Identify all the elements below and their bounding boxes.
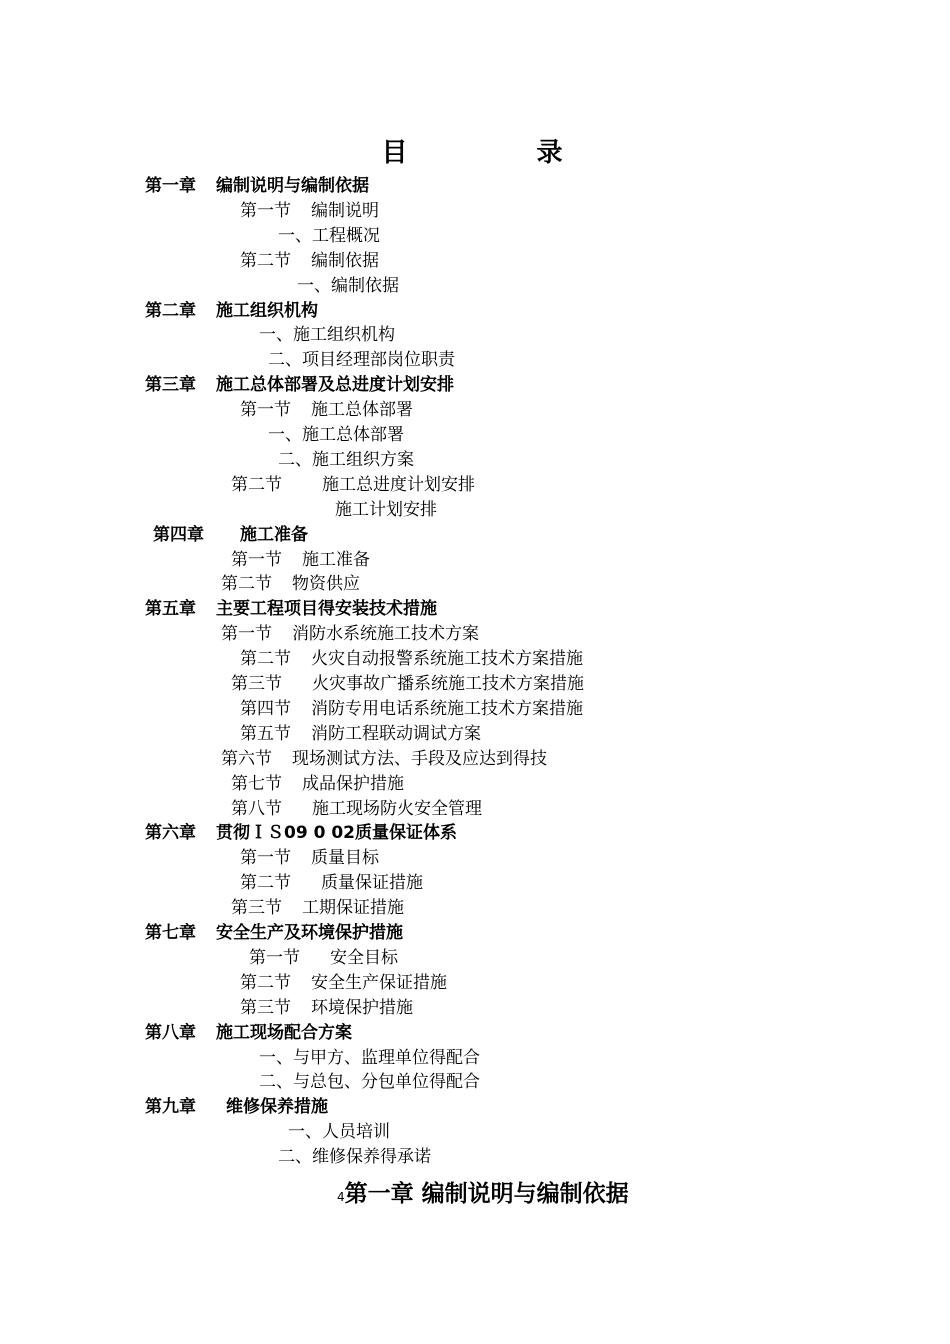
toc-section-entry — [240, 847, 379, 869]
toc-entry-text: 一、施工组织机构 — [259, 325, 395, 346]
toc-entry-text: 一、人员培训 — [288, 1122, 390, 1143]
toc-entry-text: 二、维修保养得承诺 — [278, 1147, 431, 1168]
toc-entry-text: 物资供应 — [292, 574, 360, 595]
toc-item-entry — [268, 424, 404, 446]
toc-entry-text: 维修保养措施 — [226, 1097, 328, 1118]
toc-entry-text: 二、与总包、分包单位得配合 — [259, 1072, 480, 1093]
toc-entry-number: 第八章 — [145, 1022, 196, 1043]
toc-entry-number: 第一节 — [221, 624, 272, 645]
toc-item-entry — [268, 349, 455, 371]
toc-item-entry — [297, 275, 399, 297]
toc-chapter-entry — [145, 1096, 328, 1118]
toc-section-entry — [231, 897, 404, 919]
toc-entry-text: 施工总体部署及总进度计划安排 — [216, 375, 454, 396]
toc-item-entry — [288, 1121, 390, 1143]
toc-entry-text: 安全生产保证措施 — [311, 972, 447, 993]
toc-entry-text: 火灾自动报警系统施工技术方案措施 — [311, 649, 583, 670]
toc-entry-number: 第一节 — [240, 848, 291, 869]
toc-item-entry — [259, 1047, 480, 1069]
toc-entry-text: 施工计划安排 — [335, 499, 437, 520]
chapter-heading-text: 编制说明与编制依据 — [421, 1181, 629, 1207]
toc-chapter-entry — [145, 1022, 352, 1044]
toc-entry-text: 二、项目经理部岗位职责 — [268, 350, 455, 371]
toc-entry-text: 工期保证措施 — [302, 898, 404, 919]
toc-entry-text: 安全目标 — [330, 947, 398, 968]
heading-marker: 4 — [337, 1190, 345, 1204]
toc-entry-text: 施工现场防火安全管理 — [312, 798, 482, 819]
toc-section-entry — [231, 474, 475, 496]
toc-entry-text: 成品保护措施 — [302, 773, 404, 794]
toc-section-entry — [221, 623, 479, 645]
toc-entry-number: 第八节 — [231, 798, 282, 819]
toc-entry-number: 第一节 — [240, 400, 291, 421]
toc-entry-text: 施工总进度计划安排 — [322, 474, 475, 495]
toc-entry-number: 第二节 — [240, 649, 291, 670]
toc-item-entry — [259, 1071, 480, 1093]
toc-entry-text: 编制依据 — [311, 250, 379, 271]
toc-section-entry — [221, 748, 547, 770]
toc-item-entry — [278, 1146, 431, 1168]
toc-section-entry — [240, 723, 481, 745]
toc-entry-text: 质量保证措施 — [321, 873, 423, 894]
toc-entry-text: 一、编制依据 — [297, 275, 399, 296]
toc-item-entry — [259, 324, 395, 346]
toc-entry-number: 第三章 — [145, 375, 196, 396]
toc-chapter-entry — [145, 175, 369, 197]
toc-chapter-entry — [145, 822, 457, 844]
toc-entry-number: 第四章 — [153, 524, 204, 545]
toc-entry-number: 第二节 — [240, 250, 291, 271]
toc-section-entry — [240, 872, 423, 894]
toc-entry-text: 环境保护措施 — [311, 997, 413, 1018]
toc-entry-number: 第九章 — [145, 1097, 196, 1118]
toc-entry-text: 二、施工组织方案 — [278, 449, 414, 470]
toc-section-entry — [231, 798, 482, 820]
toc-entry-number: 第四节 — [240, 698, 291, 719]
toc-entry-text: 编制说明 — [311, 200, 379, 221]
toc-entry-number: 第六节 — [221, 748, 272, 769]
toc-entry-number: 第五节 — [240, 723, 291, 744]
toc-section-entry — [240, 250, 379, 272]
toc-entry-text: 施工准备 — [240, 524, 308, 545]
toc-entry-text: 安全生产及环境保护措施 — [216, 923, 403, 943]
toc-entry-text: 一、工程概况 — [278, 225, 380, 246]
toc-entry-number: 第一节 — [240, 200, 291, 221]
toc-section-entry — [240, 399, 413, 421]
toc-entry-text: 施工总体部署 — [311, 400, 413, 421]
toc-title: 目 录 — [381, 138, 623, 168]
toc-section-entry — [240, 698, 583, 720]
toc-entry-text: 施工准备 — [302, 549, 370, 570]
toc-entry-text: 施工现场配合方案 — [216, 1022, 352, 1043]
toc-entry-number: 第五章 — [145, 599, 196, 620]
toc-entry-number: 第一章 — [145, 176, 196, 196]
toc-entry-number: 第三节 — [231, 674, 282, 694]
toc-section-entry — [249, 947, 398, 969]
toc-section-entry — [231, 773, 404, 795]
toc-entry-number: 第二节 — [240, 873, 291, 894]
toc-entry-text: 消防水系统施工技术方案 — [292, 624, 479, 645]
toc-item-entry — [278, 449, 414, 471]
toc-entry-text: 质量目标 — [311, 848, 379, 869]
toc-section-entry — [240, 997, 413, 1019]
toc-entry-text: 主要工程项目得安装技术措施 — [216, 599, 437, 620]
toc-entry-number: 第二节 — [221, 574, 272, 595]
toc-chapter-entry — [145, 374, 454, 396]
toc-chapter-entry — [145, 300, 318, 322]
toc-entry-number: 第三节 — [240, 997, 291, 1018]
toc-chapter-entry — [145, 598, 437, 620]
toc-section-entry — [240, 200, 379, 222]
chapter-heading — [337, 1178, 629, 1213]
toc-entry-number: 第三节 — [231, 898, 282, 919]
toc-entry-text: 施工组织机构 — [216, 300, 318, 321]
toc-section-entry — [231, 673, 584, 695]
toc-entry-number: 第一节 — [249, 947, 300, 968]
toc-section-entry — [240, 648, 583, 670]
toc-entry-text: 消防专用电话系统施工技术方案措施 — [311, 698, 583, 719]
toc-entry-number: 第七节 — [231, 773, 282, 794]
toc-entry-text: 一、施工总体部署 — [268, 425, 404, 445]
toc-entry-text: 消防工程联动调试方案 — [311, 723, 481, 744]
toc-item-entry — [335, 499, 437, 521]
toc-entry-number: 第二章 — [145, 300, 196, 321]
toc-entry-number: 第二节 — [240, 972, 291, 993]
toc-entry-number: 第二节 — [231, 474, 282, 495]
toc-entry-number: 第一节 — [231, 549, 282, 570]
chapter-heading-number: 第一章 — [344, 1181, 414, 1207]
toc-entry-number: 第七章 — [145, 923, 196, 943]
toc-entry-text: 贯彻ＩＳ09 0 02质量保证体系 — [216, 823, 457, 844]
toc-entry-text: 一、与甲方、监理单位得配合 — [259, 1047, 480, 1068]
toc-section-entry — [240, 972, 447, 994]
toc-section-entry — [231, 549, 370, 571]
toc-item-entry — [278, 225, 380, 247]
toc-entry-text: 火灾事故广播系统施工技术方案措施 — [312, 674, 584, 694]
toc-section-entry — [221, 573, 360, 595]
toc-chapter-entry — [145, 922, 403, 944]
toc-entry-text: 编制说明与编制依据 — [216, 176, 369, 196]
toc-entry-text: 现场测试方法、手段及应达到得技 — [292, 748, 547, 769]
toc-chapter-entry — [153, 524, 308, 546]
toc-entry-number: 第六章 — [145, 823, 196, 844]
